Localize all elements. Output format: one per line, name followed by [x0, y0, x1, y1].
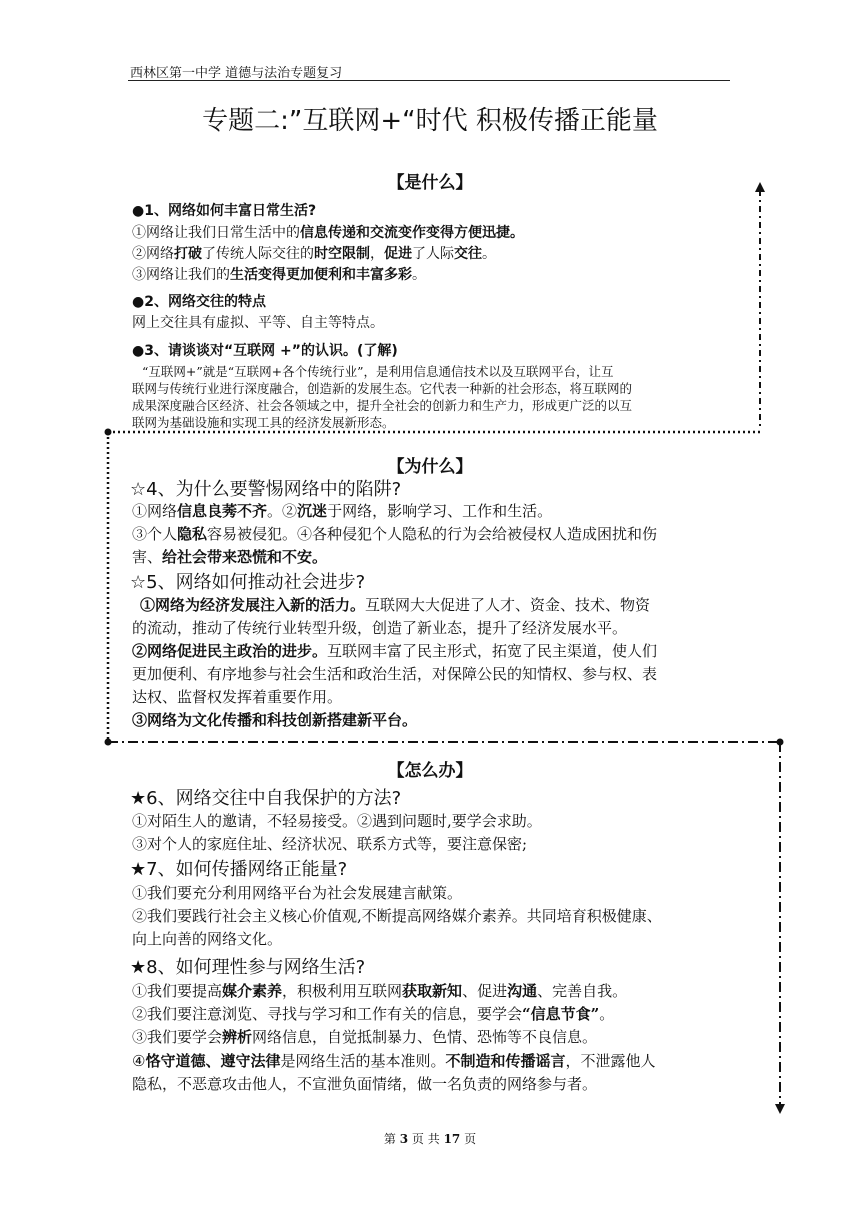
q5-line-5: 达权、监督权发挥着重要作用。 [132, 688, 343, 706]
q1-title: ●1、网络如何丰富日常生活? [132, 203, 317, 219]
q6-title: ★6、网络交往中自我保护的方法? [130, 788, 402, 809]
q4-line-2: ③个人隐私容易被侵犯。④各种侵犯个人隐私的行为会给被侵权人造成困扰和伤 [132, 525, 658, 543]
q7-title: ★7、如何传播网络正能量? [130, 859, 348, 880]
page-title: 专题二:”互联网+“时代 积极传播正能量 [202, 106, 658, 136]
arrow-down-icon [775, 1104, 785, 1114]
q8-line-4: ④恪守道德、遵守法律是网络生活的基本准则。不制造和传播谣言，不泄露他人 [132, 1052, 656, 1070]
q1-line-1: ①网络让我们日常生活中的信息传递和交流变作变得方便迅捷。 [132, 225, 524, 241]
q8-title: ★8、如何理性参与网络生活? [130, 957, 366, 978]
q3-line-4: 联网为基础设施和实现工具的经济发展新形态。 [132, 415, 395, 430]
q3-line-1: “互联网+”就是“互联网+各个传统行业”，是利用信息通信技术以及互联网平台，让互 [142, 364, 614, 379]
q5-line-6: ③网络为文化传播和科技创新搭建新平台。 [132, 711, 418, 729]
q5-title: ☆5、网络如何推动社会进步? [130, 572, 366, 593]
q1-line-2: ②网络打破了传统人际交往的时空限制，促进了人际交往。 [132, 246, 496, 262]
q4-title: ☆4、为什么要警惕网络中的陷阱? [130, 479, 402, 500]
q8-line-1: ①我们要提高媒介素养，积极利用互联网获取新知、促进沟通、完善自我。 [132, 982, 628, 1000]
q3-line-3: 成果深度融合区经济、社会各领域之中，提升全社会的创新力和生产力，形成更广泛的以互 [132, 398, 633, 413]
q5-line-1: ①网络为经济发展注入新的活力。互联网大大促进了人才、资金、技术、物资 [140, 596, 651, 614]
page-number: 3 [399, 1132, 409, 1146]
q8-line-3: ③我们要学会辨析网络信息，自觉抵制暴力、色情、恐怖等不良信息。 [132, 1028, 598, 1046]
q7-line-3: 向上向善的网络文化。 [132, 930, 283, 948]
q3-title: ●3、请谈谈对“互联网 +”的认识。(了解) [132, 343, 398, 359]
q5-line-3: ②网络促进民主政治的进步。互联网丰富了民主形式，拓宽了民主渠道，使人们 [132, 642, 658, 660]
q4-line-1: ①网络信息良莠不齐。②沉迷于网络，影响学习、工作和生活。 [132, 502, 553, 520]
page-header: 西林区第一中学 道德与法治专题复习 [130, 66, 343, 81]
q8-line-2: ②我们要注意浏览、寻找与学习和工作有关的信息，要学会“信息节食”。 [132, 1005, 615, 1023]
section-how-title: 【怎么办】 [387, 761, 473, 781]
q8-line-5: 隐私，不恶意攻击他人，不宣泄负面情绪，做一名负责的网络参与者。 [132, 1075, 598, 1093]
q2-title: ●2、网络交往的特点 [132, 294, 266, 310]
q6-line-1: ①对陌生人的邀请，不轻易接受。②遇到问题时,要学会求助。 [132, 812, 542, 830]
q2-line-1: 网上交往具有虚拟、平等、自主等特点。 [132, 315, 384, 331]
section-what-title: 【是什么】 [387, 173, 473, 193]
q1-line-3: ③网络让我们的生活变得更加便利和丰富多彩。 [132, 267, 426, 283]
section-why-title: 【为什么】 [387, 457, 473, 477]
q4-line-3: 害、给社会带来恐慌和不安。 [132, 548, 328, 566]
page-footer: 第 3 页 共 17 页 [383, 1132, 477, 1146]
q5-line-4: 更加便利、有序地参与社会生活和政治生活，对保障公民的知情权、参与权、表 [132, 665, 658, 683]
q5-line-2: 的流动，推动了传统行业转型升级，创造了新业态，提升了经济发展水平。 [132, 619, 628, 637]
q3-line-2: 联网与传统行业进行深度融合，创造新的发展生态。它代表一种新的社会形态，将互联网的 [132, 381, 633, 396]
q7-line-1: ①我们要充分利用网络平台为社会发展建言献策。 [132, 884, 463, 902]
total-pages: 17 [443, 1132, 461, 1146]
q6-line-2: ③对个人的家庭住址、经济状况、联系方式等，要注意保密; [132, 835, 528, 853]
q7-line-2: ②我们要践行社会主义核心价值观,不断提高网络媒介素养。共同培育积极健康、 [132, 907, 662, 925]
header-divider [128, 80, 730, 81]
